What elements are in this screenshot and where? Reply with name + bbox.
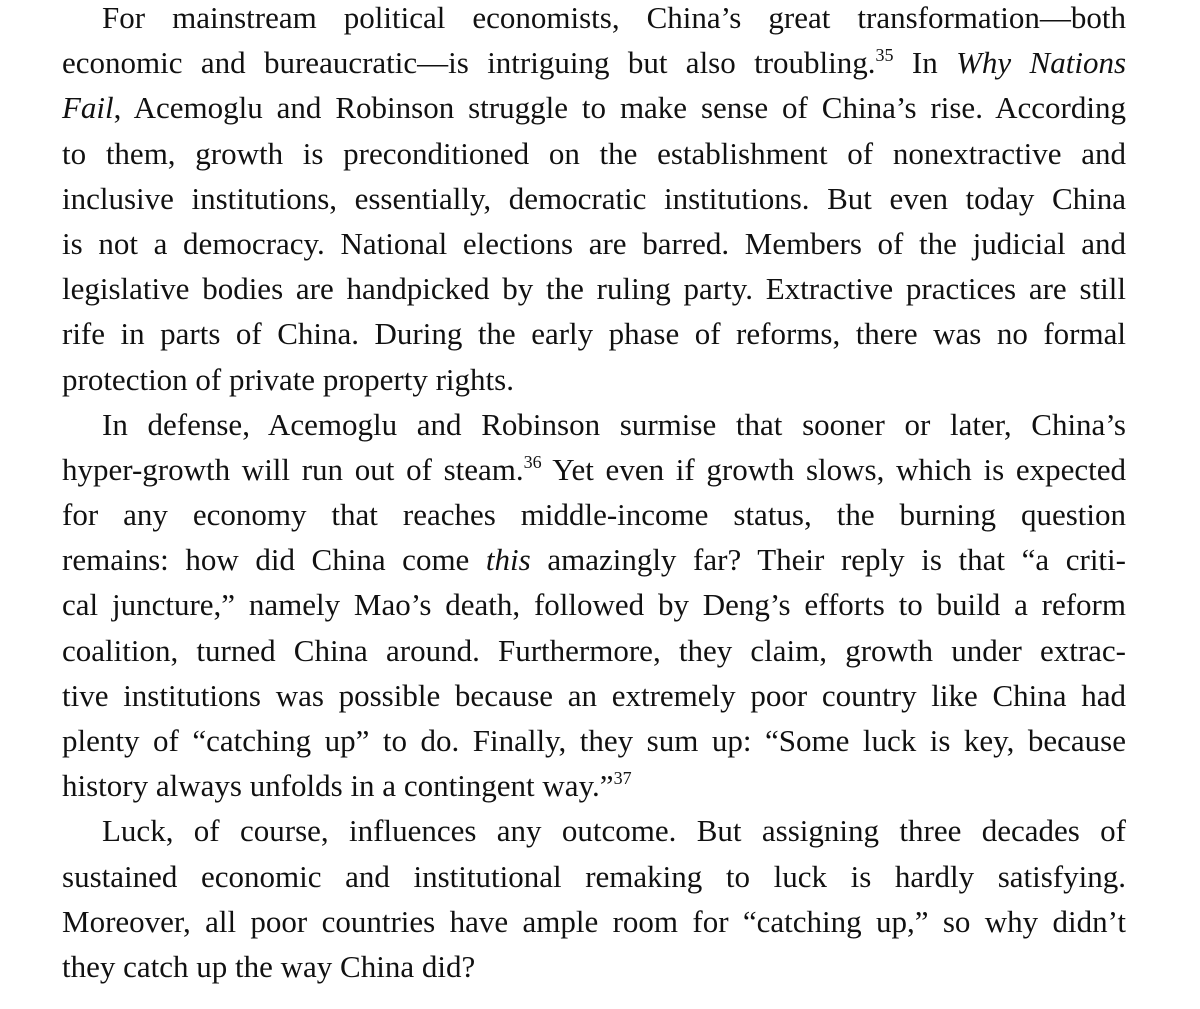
paragraph-1 [62, 0, 1126, 402]
text-line: sustained economic and institutional remaking to luck is hardly satisfying. [62, 858, 1126, 894]
text-line: tive institutions was possible because an extremely poor country like China had [62, 677, 1126, 713]
text-line: coalition, turned China around. Furthermore, they claim, growth under extrac- [62, 632, 1126, 668]
text-line: Moreover, all poor countries have ample room for “catching up,” so why didn’t [62, 903, 1126, 939]
footnote-ref-36[interactable]: 36 [523, 451, 542, 472]
text-line: protection of private property rights. [62, 361, 514, 397]
text-line: Luck, of course, influences any outcome. But assigning three decades of [102, 813, 1126, 849]
footnote-ref-35[interactable]: 35 [875, 45, 894, 66]
book-page [62, 0, 1126, 989]
text-line: is not a democracy. National elections are barred. Members of the judicial and [62, 225, 1126, 261]
paragraph-2 [62, 402, 1126, 809]
text-line: economic and bureaucratic—is intriguing but also troubling.$^{35}$ In Why Nations [62, 45, 1127, 81]
text-line: In defense, Acemoglu and Robinson surmise that sooner or later, China’s [102, 406, 1126, 442]
text-line: remains: how did China come this amazingly far? Their reply is that “a criti- [62, 542, 1126, 578]
text-line: for any economy that reaches middle-income status, the burning question [62, 497, 1126, 533]
footnote-ref-37[interactable]: 37 [613, 768, 632, 789]
text-line: For mainstream political economists, China’s great transformation—both [102, 0, 1126, 35]
text-line: rife in parts of China. During the early phase of reforms, there was no formal [62, 316, 1126, 352]
text-line: they catch up the way China did? [62, 948, 476, 984]
book-title-italic: Why Nations [956, 45, 1127, 81]
emphasis-italic: this [485, 542, 531, 578]
text-line: hyper-growth will run out of steam.$^{36}$ Yet even if growth slows, which is expected [62, 451, 1126, 487]
text-line: inclusive institutions, essentially, democratic institutions. But even today China [62, 180, 1126, 216]
text-line: legislative bodies are handpicked by the ruling party. Extractive practices are still [62, 271, 1126, 307]
text-line: plenty of “catching up” to do. Finally, they sum up: “Some luck is key, because [62, 723, 1126, 758]
book-title-italic: Fail [62, 90, 114, 126]
text-line: Fail, Acemoglu and Robinson struggle to make sense of China’s rise. According [62, 90, 1126, 126]
text-line: to them, growth is preconditioned on the establishment of nonextractive and [62, 135, 1126, 171]
text-line: history always unfolds in a contingent way.”$^{37}$ [62, 768, 632, 804]
paragraph-3 [62, 808, 1126, 989]
text-line: cal juncture,” namely Mao’s death, followed by Deng’s efforts to build a reform [62, 587, 1126, 623]
